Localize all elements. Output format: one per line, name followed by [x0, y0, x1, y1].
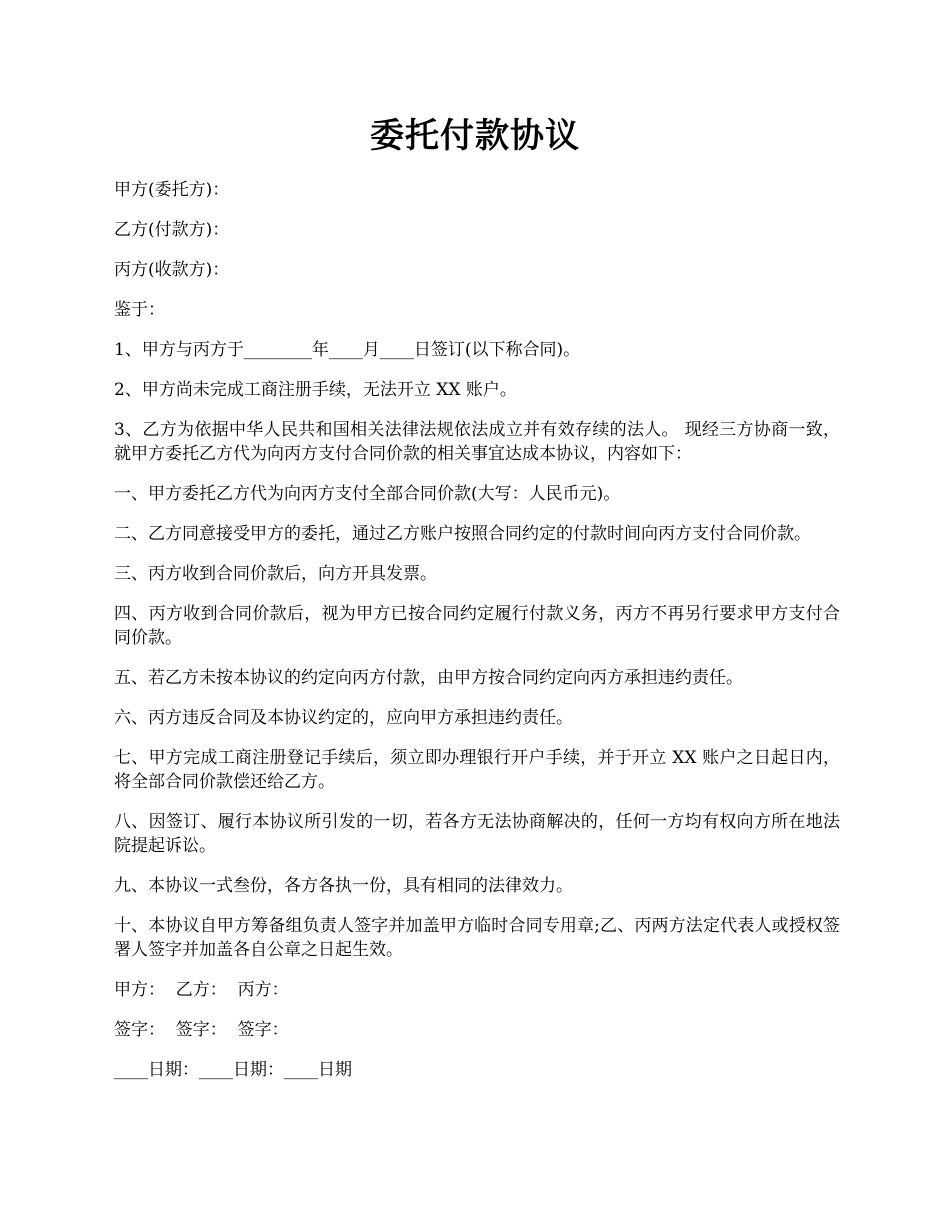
clause-9: 九、本协议一式叁份，各方各执一份，具有相同的法律效力。: [114, 876, 573, 896]
recital-2: 2、甲方尚未完成工商注册手续，无法开立 XX 账户。: [114, 380, 517, 400]
clause-8: 八、因签订、履行本协议所引发的一切，若各方无法协商解决的，任何一方均有权向方所在地法院提起诉讼。: [114, 812, 840, 856]
clause-7: 七、甲方完成工商注册登记手续后，须立即办理银行开户手续，并于开立 XX 账户之日起日内，将全部合同价款偿还给乙方。: [114, 748, 840, 792]
clause-1: 一、甲方委托乙方代为向丙方支付全部合同价款(大写：人民币元)。: [114, 484, 621, 504]
clause-10: 十、本协议自甲方筹备组负责人签字并加盖甲方临时合同专用章;乙、丙两方法定代表人或授权签署人签字并加盖各自公章之日起生效。: [114, 916, 840, 960]
signature-parties-line: 甲方： 乙方： 丙方：: [114, 980, 289, 1000]
signature-date-line: ____日期：____日期：____日期: [114, 1060, 352, 1080]
document-title: 委托付款协议: [370, 116, 580, 156]
clause-2: 二、乙方同意接受甲方的委托，通过乙方账户按照合同约定的付款时间向丙方支付合同价款。: [114, 524, 811, 544]
document-body: [114, 178, 840, 1098]
signature-sign-line: 签字： 签字： 签字：: [114, 1020, 289, 1040]
whereas-heading: 鉴于：: [114, 300, 165, 320]
party-a-line: 甲方(委托方)：: [114, 180, 230, 200]
clause-5: 五、若乙方未按本协议的约定向丙方付款，由甲方按合同约定向丙方承担违约责任。: [114, 668, 743, 688]
recital-1: 1、甲方与丙方于________年____月____日签订(以下称合同)。: [114, 340, 581, 360]
clause-6: 六、丙方违反合同及本协议约定的，应向甲方承担违约责任。: [114, 708, 573, 728]
recital-3: 3、乙方为依据中华人民共和国相关法律法规依法成立并有效存续的法人。 现经三方协商一致，就甲方委托乙方代为向丙方支付合同价款的相关事宜达成本协议，内容如下：: [114, 420, 840, 464]
clause-4: 四、丙方收到合同价款后，视为甲方已按合同约定履行付款义务，丙方不再另行要求甲方支付合同价款。: [114, 604, 840, 648]
party-b-line: 乙方(付款方)：: [114, 220, 230, 240]
party-c-line: 丙方(收款方)：: [114, 260, 230, 280]
clause-3: 三、丙方收到合同价款后，向方开具发票。: [114, 564, 437, 584]
